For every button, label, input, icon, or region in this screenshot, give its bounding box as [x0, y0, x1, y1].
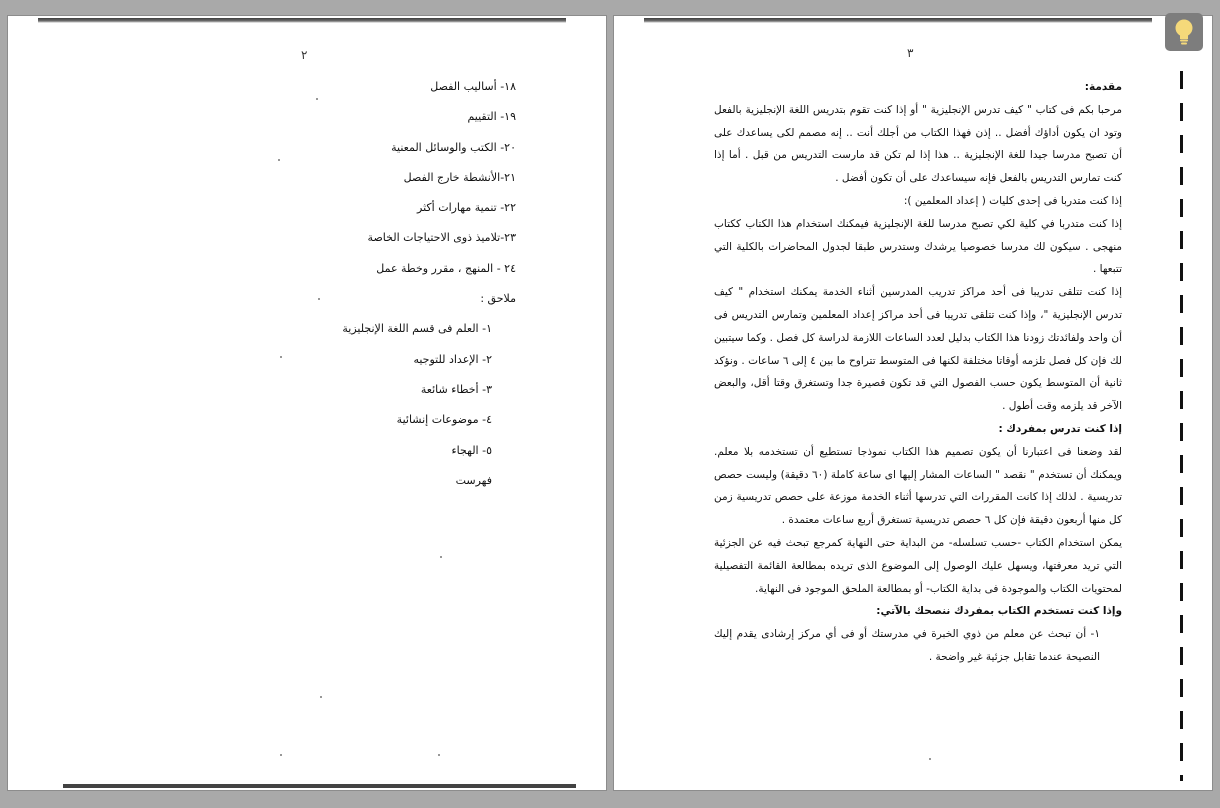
hint-button[interactable] [1165, 13, 1203, 51]
table-of-contents [256, 77, 516, 501]
page-body [714, 76, 1122, 669]
toc-item: ٢٣-تلاميذ ذوى الاحتياجات الخاصة [367, 231, 516, 245]
toc-item: ١٩- التقييم [467, 110, 516, 124]
toc-item: ٢٢- تنمية مهارات أكثر [417, 201, 516, 215]
appendix-item: ٤- موضوعات إنشائية [396, 413, 492, 427]
document-page-left [8, 16, 606, 790]
document-page-right [614, 16, 1212, 790]
paragraph: إذا كنت تتلقى تدريبا فى أحد مراكز تدريب المدرسين أثناء الخدمة يمكنك استخدام " كيف تدرس الإنجليزية "، وإذا كنت تتلقى تدريبا فى أحد مراكز إعداد المعلمين وتمارس التدريس فى أن واحد ولفائدتك زودنا هذا الكتاب بدليل لعدد الساعات اللازمة لدراسة كل فصل . وكما سيتبين لك فإن كل فصل تلزمه أوقاتا مختلفة لكنها فى المتوسط تتراوح ما بين ٤ إلى ٦ ساعات . ونؤكد ثانية أن المتوسط يكون حسب الفصول التي قد تكون قصيرة جدا وتستغرق وقتا أقل، والبعض الآخر قد يلزمه وقت أطول . [714, 286, 1123, 413]
scan-edge-bottom [63, 784, 576, 788]
appendix-heading: ملاحق : [480, 292, 516, 306]
appendix-item: ١- العلم فى قسم اللغة الإنجليزية [342, 322, 492, 336]
page-number: ٢ [301, 48, 308, 62]
paragraph: مرحبا بكم فى كتاب " كيف تدرس الإنجليزية " أو إذا كنت تقوم بتدريس اللغة الإنجليزية بالفعل وتود ان يكون أداؤك أفضل .. إذن فهذا الكتاب من أجلك أنت .. إنه مصمم لكى يساعدك على أن تصبح مدرسا جيدا للغة الإنجليزية .. هذا إذا لم تكن قد مارست التدريس من قبل . أما إذا كنت تمارس التدريس بالفعل فإنه سيساعدك على أن تكون أفضل . [714, 103, 1122, 185]
paragraph: لقد وضعنا فى اعتبارنا أن يكون تصميم هذا الكتاب نموذجا تستطيع أن تستخدمه بلا معلم. ويمكنك أن تستخدم " نقصد " الساعات المشار إليها اى ساعة كاملة (٦٠ دقيقة) وليست حصص تدريسية . لذلك إذا كانت المقررات التي تدرسها أثناء الخدمة موزعة على حصص تدريسية زمن كل منها أربعون دقيقة فإن كل ٦ حصص تدريسية تستغرق أربع ساعات معتمدة . [714, 445, 1122, 527]
paragraph: إذا كنت متدربا في كلية لكي تصبح مدرسا للغة الإنجليزية فيمكنك استخدام هذا الكتاب ككتاب منهجى . سيكون لك مدرسا خصوصيا يرشدك وستدرس طبقا لجدول المحاضرات بالكلية التي تتبعها . [714, 217, 1122, 276]
toc-item: ٢٤ - المنهج ، مقرر وخطة عمل [376, 261, 516, 275]
lightbulb-icon [1172, 18, 1196, 46]
toc-item: ٢١-الأنشطة خارج الفصل [403, 170, 516, 184]
appendix-item: ٣- أخطاء شائعة [420, 382, 492, 396]
paragraph: إذا كنت متدربا فى إحدى كليات ( إعداد المعلمين ): [903, 194, 1122, 207]
scan-edge-top [644, 18, 1152, 23]
list-item: ١- أن تبحث عن معلم من ذوي الخبرة في مدرستك أو فى أي مركز إرشادى يقدم إليك النصيحة عندما تقابل جزئية غير واضحة . [714, 628, 1100, 663]
page-number: ٣ [907, 46, 914, 60]
appendix-item: ٥- الهجاء [451, 443, 492, 457]
scan-edge-top [38, 18, 566, 23]
section-heading: وإذا كنت تستخدم الكتاب بمفردك ننصحك بالآتي: [876, 605, 1122, 618]
section-heading: مقدمة: [1084, 81, 1122, 93]
toc-item: ٢٠- الكتب والوسائل المعنية [391, 140, 516, 154]
appendix-item: فهرست [455, 473, 492, 487]
section-heading: إذا كنت تدرس بمفردك : [998, 422, 1122, 435]
paragraph: يمكن استخدام الكتاب -حسب تسلسله- من البداية حتى النهاية كمرجع تبحث فيه عن الجزئية التي تريد معرفتها، ويسهل عليك الوصول إلى الموضوع الذى تريده بمطالعة القائمة التفصيلية لمحتويات الكتاب والموجودة فى بداية الكتاب- أو بمطالعة الملحق الموجود فى النهاية. [714, 536, 1122, 595]
toc-item: ١٨- أساليب الفصل [430, 80, 516, 93]
binding-edge [1180, 71, 1183, 781]
appendix-item: ٢- الإعداد للتوجيه [413, 352, 492, 366]
